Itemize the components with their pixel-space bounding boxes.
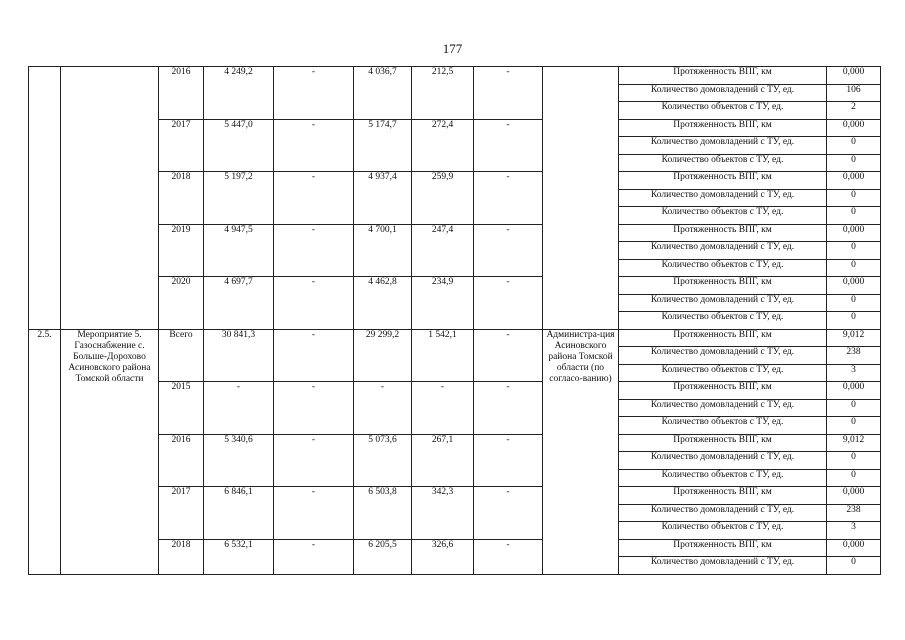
indicator-value: 238 xyxy=(827,504,881,522)
indicator-name: Количество объектов с ТУ, ед. xyxy=(619,207,827,225)
other-cell: - xyxy=(474,67,543,120)
federal-cell: - xyxy=(274,67,354,120)
local-cell: 259,9 xyxy=(412,172,474,225)
year-cell: 2017 xyxy=(159,119,204,172)
local-cell: 342,3 xyxy=(412,487,474,540)
indicator-value: 9,012 xyxy=(827,329,881,347)
indicator-value: 0 xyxy=(827,154,881,172)
indicator-value: 0,000 xyxy=(827,172,881,190)
indicator-name: Количество домовладений с ТУ, ед. xyxy=(619,294,827,312)
total-cell: 5 340,6 xyxy=(204,434,274,487)
local-cell: 326,6 xyxy=(412,539,474,574)
indicator-name: Количество объектов с ТУ, ед. xyxy=(619,312,827,330)
indicator-name: Количество объектов с ТУ, ед. xyxy=(619,259,827,277)
regional-cell: 5 174,7 xyxy=(354,119,412,172)
indicator-value: 0,000 xyxy=(827,277,881,295)
other-cell: - xyxy=(474,487,543,540)
regional-cell: 4 937,4 xyxy=(354,172,412,225)
indicator-name: Количество объектов с ТУ, ед. xyxy=(619,469,827,487)
indicator-name: Количество домовладений с ТУ, ед. xyxy=(619,452,827,470)
indicator-value: 0 xyxy=(827,259,881,277)
regional-cell: 4 700,1 xyxy=(354,224,412,277)
indicator-value: 9,012 xyxy=(827,434,881,452)
indicator-value: 0 xyxy=(827,207,881,225)
indicator-value: 106 xyxy=(827,84,881,102)
table-row xyxy=(29,329,881,347)
indicator-value: 0 xyxy=(827,452,881,470)
total-cell: 4 249,2 xyxy=(204,67,274,120)
executor-cell xyxy=(543,67,619,330)
indicator-value: 0 xyxy=(827,137,881,155)
event-name: Мероприятие 5. Газоснабжение с. Больше-Дорохово Асиновского района Томской области xyxy=(61,329,159,574)
indicator-name: Количество домовладений с ТУ, ед. xyxy=(619,137,827,155)
program-table xyxy=(28,66,881,575)
local-cell: 247,4 xyxy=(412,224,474,277)
indicator-value: 0,000 xyxy=(827,487,881,505)
year-cell: Всего xyxy=(159,329,204,382)
total-cell: 4 697,7 xyxy=(204,277,274,330)
year-cell: 2019 xyxy=(159,224,204,277)
indicator-value: 0 xyxy=(827,399,881,417)
federal-cell: - xyxy=(274,119,354,172)
indicator-value: 0 xyxy=(827,294,881,312)
indicator-value: 0 xyxy=(827,189,881,207)
indicator-name: Количество объектов с ТУ, ед. xyxy=(619,522,827,540)
indicator-name: Протяженность ВПГ, км xyxy=(619,382,827,400)
executor-cell: Администра-ция Асиновского района Томской области (по согласо-ванию) xyxy=(543,329,619,574)
other-cell: - xyxy=(474,224,543,277)
federal-cell: - xyxy=(274,224,354,277)
indicator-name: Количество объектов с ТУ, ед. xyxy=(619,154,827,172)
table-body xyxy=(29,67,881,575)
indicator-name: Количество объектов с ТУ, ед. xyxy=(619,102,827,120)
indicator-value: 238 xyxy=(827,347,881,365)
federal-cell: - xyxy=(274,172,354,225)
indicator-value: 0,000 xyxy=(827,67,881,85)
total-cell: 6 846,1 xyxy=(204,487,274,540)
local-cell: 1 542,1 xyxy=(412,329,474,382)
indicator-value: 3 xyxy=(827,364,881,382)
indicator-name: Протяженность ВПГ, км xyxy=(619,487,827,505)
indicator-value: 0 xyxy=(827,469,881,487)
indicator-name: Количество домовладений с ТУ, ед. xyxy=(619,242,827,260)
federal-cell: - xyxy=(274,434,354,487)
name-cell xyxy=(61,67,159,330)
other-cell: - xyxy=(474,172,543,225)
other-cell: - xyxy=(474,329,543,382)
indicator-name: Количество домовладений с ТУ, ед. xyxy=(619,347,827,365)
total-cell: 4 947,5 xyxy=(204,224,274,277)
year-cell: 2018 xyxy=(159,539,204,574)
indicator-name: Протяженность ВПГ, км xyxy=(619,224,827,242)
indicator-name: Протяженность ВПГ, км xyxy=(619,119,827,137)
year-cell: 2016 xyxy=(159,434,204,487)
indicator-name: Количество домовладений с ТУ, ед. xyxy=(619,399,827,417)
local-cell: 212,5 xyxy=(412,67,474,120)
federal-cell: - xyxy=(274,487,354,540)
total-cell: 5 197,2 xyxy=(204,172,274,225)
year-cell: 2015 xyxy=(159,382,204,435)
other-cell: - xyxy=(474,119,543,172)
year-cell: 2018 xyxy=(159,172,204,225)
indicator-name: Количество объектов с ТУ, ед. xyxy=(619,364,827,382)
federal-cell: - xyxy=(274,382,354,435)
other-cell: - xyxy=(474,277,543,330)
indicator-name: Протяженность ВПГ, км xyxy=(619,67,827,85)
indicator-name: Протяженность ВПГ, км xyxy=(619,277,827,295)
indicator-value: 0,000 xyxy=(827,119,881,137)
indicator-name: Количество домовладений с ТУ, ед. xyxy=(619,189,827,207)
page-number: 177 xyxy=(442,41,463,56)
total-cell: 5 447,0 xyxy=(204,119,274,172)
year-cell: 2020 xyxy=(159,277,204,330)
number-cell xyxy=(29,67,61,330)
indicator-name: Протяженность ВПГ, км xyxy=(619,434,827,452)
indicator-value: 0 xyxy=(827,312,881,330)
regional-cell: 4 462,8 xyxy=(354,277,412,330)
indicator-name: Протяженность ВПГ, км xyxy=(619,539,827,557)
regional-cell: 6 503,8 xyxy=(354,487,412,540)
indicator-value: 2 xyxy=(827,102,881,120)
indicator-name: Количество домовладений с ТУ, ед. xyxy=(619,84,827,102)
total-cell: 30 841,3 xyxy=(204,329,274,382)
regional-cell: 29 299,2 xyxy=(354,329,412,382)
other-cell: - xyxy=(474,382,543,435)
local-cell: - xyxy=(412,382,474,435)
indicator-value: 0,000 xyxy=(827,382,881,400)
regional-cell: 5 073,6 xyxy=(354,434,412,487)
other-cell: - xyxy=(474,434,543,487)
indicator-value: 0 xyxy=(827,417,881,435)
indicator-value: 3 xyxy=(827,522,881,540)
regional-cell: - xyxy=(354,382,412,435)
local-cell: 267,1 xyxy=(412,434,474,487)
table-row xyxy=(29,67,881,85)
indicator-name: Количество домовладений с ТУ, ед. xyxy=(619,504,827,522)
indicator-name: Протяженность ВПГ, км xyxy=(619,172,827,190)
indicator-name: Количество объектов с ТУ, ед. xyxy=(619,417,827,435)
indicator-name: Протяженность ВПГ, км xyxy=(619,329,827,347)
indicator-value: 0 xyxy=(827,242,881,260)
total-cell: 6 532,1 xyxy=(204,539,274,574)
event-number: 2.5. xyxy=(29,329,61,574)
regional-cell: 4 036,7 xyxy=(354,67,412,120)
total-cell: - xyxy=(204,382,274,435)
local-cell: 234,9 xyxy=(412,277,474,330)
other-cell: - xyxy=(474,539,543,574)
indicator-value: 0 xyxy=(827,557,881,575)
year-cell: 2016 xyxy=(159,67,204,120)
regional-cell: 6 205,5 xyxy=(354,539,412,574)
federal-cell: - xyxy=(274,329,354,382)
indicator-name: Количество домовладений с ТУ, ед. xyxy=(619,557,827,575)
indicator-value: 0,000 xyxy=(827,539,881,557)
year-cell: 2017 xyxy=(159,487,204,540)
federal-cell: - xyxy=(274,539,354,574)
federal-cell: - xyxy=(274,277,354,330)
local-cell: 272,4 xyxy=(412,119,474,172)
indicator-value: 0,000 xyxy=(827,224,881,242)
